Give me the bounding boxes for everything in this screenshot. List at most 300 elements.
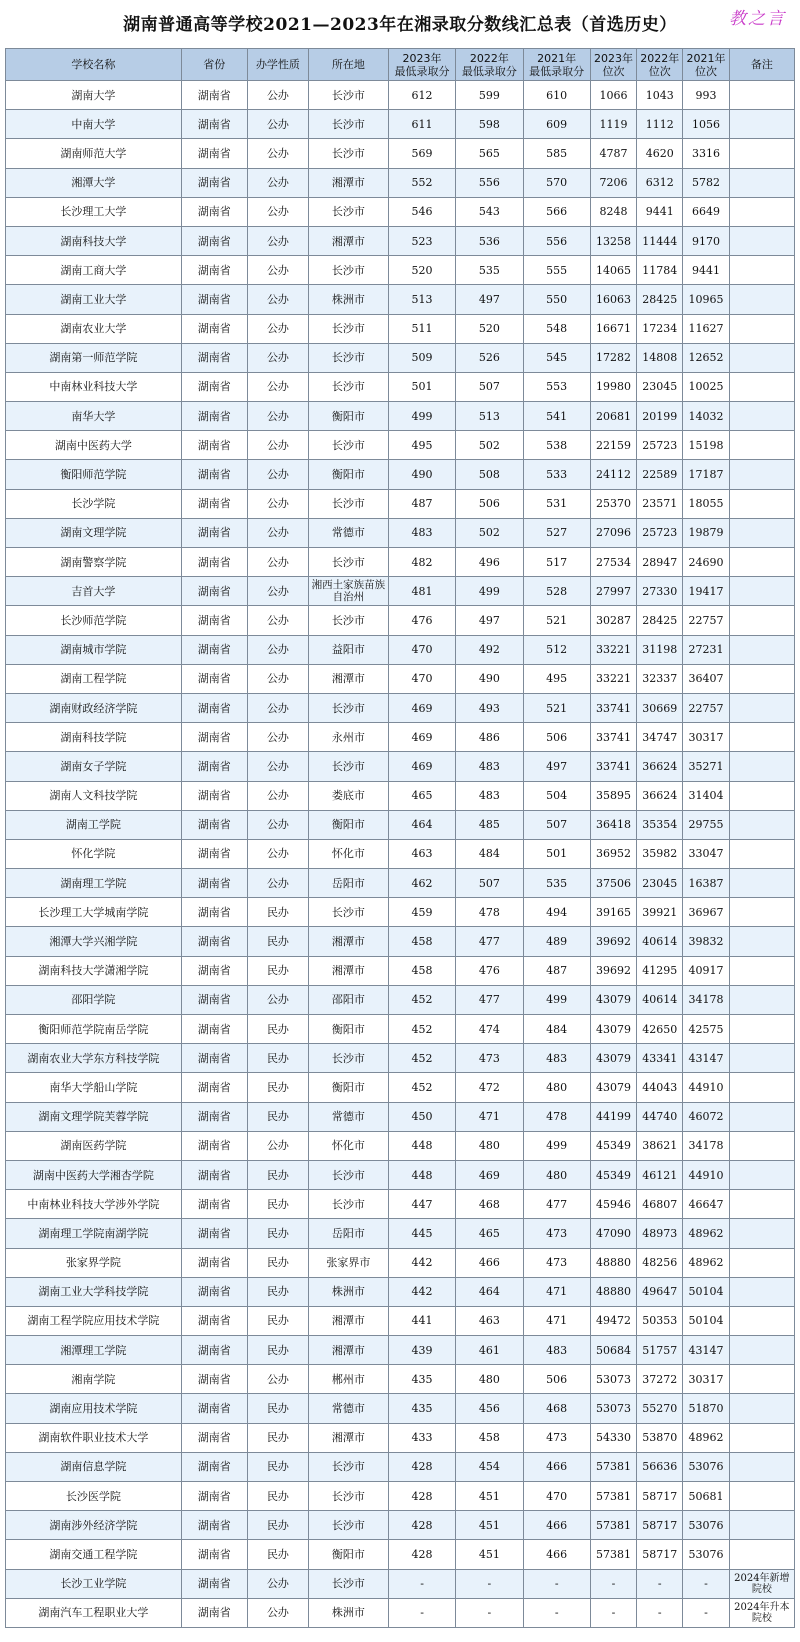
score-2023-cell: 439 (388, 1336, 455, 1365)
table-row (6, 1160, 795, 1189)
rank-2023-cell: 39692 (590, 927, 636, 956)
ownership-cell: 公办 (247, 285, 308, 314)
school-name-cell: 长沙理工大学 (6, 197, 182, 226)
location-cell: 长沙市 (308, 1452, 388, 1481)
rank-2023-cell: 43079 (590, 1015, 636, 1044)
province-cell: 湖南省 (181, 927, 247, 956)
location-cell: 株洲市 (308, 285, 388, 314)
remarks-cell (729, 343, 794, 372)
table-row (6, 693, 795, 722)
score-2022-cell: 465 (456, 1219, 523, 1248)
school-name-cell: 湖南农业大学 (6, 314, 182, 343)
ownership-cell: 公办 (247, 752, 308, 781)
province-cell: 湖南省 (181, 1598, 247, 1627)
location-cell: 长沙市 (308, 343, 388, 372)
location-cell: 湘潭市 (308, 1336, 388, 1365)
remarks-cell (729, 1482, 794, 1511)
rank-2022-cell: 46807 (637, 1190, 683, 1219)
score-2023-cell: 462 (388, 869, 455, 898)
score-2021-cell: 555 (523, 256, 590, 285)
table-row (6, 927, 795, 956)
ownership-cell: 民办 (247, 956, 308, 985)
score-2021-cell: 521 (523, 693, 590, 722)
rank-2023-cell: 33221 (590, 664, 636, 693)
rank-2022-cell: 11784 (637, 256, 683, 285)
remarks-cell (729, 927, 794, 956)
location-cell: 湘潭市 (308, 226, 388, 255)
rank-2022-cell: 11444 (637, 226, 683, 255)
score-2023-cell: 452 (388, 1073, 455, 1102)
school-name-cell: 湖南工程学院 (6, 664, 182, 693)
table-row (6, 168, 795, 197)
ownership-cell: 民办 (247, 1306, 308, 1335)
score-2021-cell: 535 (523, 869, 590, 898)
school-name-cell: 湘南学院 (6, 1365, 182, 1394)
rank-2021-cell: 53076 (683, 1452, 729, 1481)
score-2023-cell: 458 (388, 956, 455, 985)
school-name-cell: 湖南科技学院 (6, 723, 182, 752)
table-row (6, 781, 795, 810)
table-row (6, 226, 795, 255)
score-2023-cell: 464 (388, 810, 455, 839)
rank-2021-cell: 19879 (683, 518, 729, 547)
ownership-cell: 民办 (247, 1190, 308, 1219)
rank-2021-cell: 11627 (683, 314, 729, 343)
rank-2022-cell: 56636 (637, 1452, 683, 1481)
score-2023-cell: 483 (388, 518, 455, 547)
rank-2021-cell: 53076 (683, 1511, 729, 1540)
rank-2023-cell: 45349 (590, 1160, 636, 1189)
rank-2022-cell: 6312 (637, 168, 683, 197)
score-2021-cell: 471 (523, 1277, 590, 1306)
ownership-cell: 公办 (247, 139, 308, 168)
score-2021-cell: 501 (523, 839, 590, 868)
rank-2022-cell: 22589 (637, 460, 683, 489)
score-2023-cell: 445 (388, 1219, 455, 1248)
school-name-cell: 湖南科技大学潇湘学院 (6, 956, 182, 985)
ownership-cell: 公办 (247, 839, 308, 868)
score-2021-cell: 466 (523, 1511, 590, 1540)
rank-2023-cell: 57381 (590, 1540, 636, 1569)
table-row (6, 1277, 795, 1306)
table-row (6, 518, 795, 547)
column-header: 学校名称 (6, 49, 182, 81)
rank-2023-cell: 57381 (590, 1511, 636, 1540)
rank-2021-cell: 22757 (683, 606, 729, 635)
rank-2023-cell: - (590, 1598, 636, 1627)
rank-2022-cell: 44043 (637, 1073, 683, 1102)
school-name-cell: 湖南交通工程学院 (6, 1540, 182, 1569)
score-2021-cell: 527 (523, 518, 590, 547)
province-cell: 湖南省 (181, 839, 247, 868)
table-row (6, 839, 795, 868)
province-cell: 湖南省 (181, 635, 247, 664)
location-cell: 岳阳市 (308, 869, 388, 898)
location-cell: 长沙市 (308, 1190, 388, 1219)
rank-2023-cell: 37506 (590, 869, 636, 898)
score-2023-cell: 428 (388, 1452, 455, 1481)
province-cell: 湖南省 (181, 956, 247, 985)
ownership-cell: 公办 (247, 606, 308, 635)
location-cell: 湘潭市 (308, 1306, 388, 1335)
rank-2021-cell: 27231 (683, 635, 729, 664)
score-2022-cell: 471 (456, 1102, 523, 1131)
rank-2023-cell: - (590, 1569, 636, 1598)
rank-2022-cell: 35982 (637, 839, 683, 868)
column-header: 2023年 位次 (590, 49, 636, 81)
rank-2021-cell: 35271 (683, 752, 729, 781)
remarks-cell (729, 723, 794, 752)
score-2021-cell: 471 (523, 1306, 590, 1335)
remarks-cell (729, 1131, 794, 1160)
province-cell: 湖南省 (181, 577, 247, 606)
rank-2022-cell: 42650 (637, 1015, 683, 1044)
school-name-cell: 衡阳师范学院南岳学院 (6, 1015, 182, 1044)
rank-2023-cell: 39692 (590, 956, 636, 985)
ownership-cell: 公办 (247, 431, 308, 460)
rank-2021-cell: - (683, 1569, 729, 1598)
rank-2023-cell: 36952 (590, 839, 636, 868)
table-row (6, 1569, 795, 1598)
score-2022-cell: 490 (456, 664, 523, 693)
score-2021-cell: 570 (523, 168, 590, 197)
school-name-cell: 邵阳学院 (6, 985, 182, 1014)
rank-2023-cell: 27096 (590, 518, 636, 547)
location-cell: 长沙市 (308, 431, 388, 460)
rank-2023-cell: 47090 (590, 1219, 636, 1248)
rank-2021-cell: 34178 (683, 1131, 729, 1160)
score-2023-cell: 447 (388, 1190, 455, 1219)
province-cell: 湖南省 (181, 664, 247, 693)
province-cell: 湖南省 (181, 1277, 247, 1306)
rank-2022-cell: 28425 (637, 285, 683, 314)
school-name-cell: 湖南理工学院 (6, 869, 182, 898)
table-row (6, 1452, 795, 1481)
location-cell: 株洲市 (308, 1598, 388, 1627)
location-cell: 长沙市 (308, 139, 388, 168)
province-cell: 湖南省 (181, 1482, 247, 1511)
score-2023-cell: 428 (388, 1511, 455, 1540)
score-2023-cell: 458 (388, 927, 455, 956)
province-cell: 湖南省 (181, 1160, 247, 1189)
school-name-cell: 长沙师范学院 (6, 606, 182, 635)
score-2023-cell: 442 (388, 1248, 455, 1277)
location-cell: 衡阳市 (308, 1540, 388, 1569)
remarks-cell (729, 577, 794, 606)
score-2023-cell: 452 (388, 1044, 455, 1073)
rank-2023-cell: 45946 (590, 1190, 636, 1219)
rank-2022-cell: 51757 (637, 1336, 683, 1365)
score-2021-cell: 533 (523, 460, 590, 489)
rank-2023-cell: 33741 (590, 723, 636, 752)
rank-2021-cell: 30317 (683, 1365, 729, 1394)
score-2023-cell: 448 (388, 1131, 455, 1160)
remarks-cell (729, 1306, 794, 1335)
rank-2021-cell: 29755 (683, 810, 729, 839)
score-2022-cell: 497 (456, 606, 523, 635)
score-2023-cell: 482 (388, 548, 455, 577)
ownership-cell: 民办 (247, 1102, 308, 1131)
ownership-cell: 公办 (247, 1598, 308, 1627)
score-2023-cell: 612 (388, 81, 455, 110)
rank-2022-cell: 31198 (637, 635, 683, 664)
score-2021-cell: 517 (523, 548, 590, 577)
rank-2022-cell: - (637, 1569, 683, 1598)
remarks-cell (729, 985, 794, 1014)
score-2021-cell: 470 (523, 1482, 590, 1511)
school-name-cell: 湖南女子学院 (6, 752, 182, 781)
rank-2022-cell: 20199 (637, 402, 683, 431)
location-cell: 长沙市 (308, 752, 388, 781)
ownership-cell: 民办 (247, 1044, 308, 1073)
score-2021-cell: 507 (523, 810, 590, 839)
school-name-cell: 长沙医学院 (6, 1482, 182, 1511)
score-2023-cell: 428 (388, 1540, 455, 1569)
remarks-cell (729, 781, 794, 810)
ownership-cell: 民办 (247, 1277, 308, 1306)
score-2021-cell: 497 (523, 752, 590, 781)
province-cell: 湖南省 (181, 1190, 247, 1219)
score-2022-cell: 526 (456, 343, 523, 372)
location-cell: 郴州市 (308, 1365, 388, 1394)
score-2021-cell: 553 (523, 372, 590, 401)
column-header: 省份 (181, 49, 247, 81)
remarks-cell (729, 139, 794, 168)
rank-2022-cell: 34747 (637, 723, 683, 752)
score-2023-cell: 476 (388, 606, 455, 635)
table-row (6, 431, 795, 460)
rank-2023-cell: 50684 (590, 1336, 636, 1365)
table-row (6, 1336, 795, 1365)
score-2021-cell: 541 (523, 402, 590, 431)
ownership-cell: 公办 (247, 168, 308, 197)
rank-2023-cell: 14065 (590, 256, 636, 285)
table-row (6, 372, 795, 401)
rank-2021-cell: 34178 (683, 985, 729, 1014)
score-2022-cell: 458 (456, 1423, 523, 1452)
score-2022-cell: 472 (456, 1073, 523, 1102)
ownership-cell: 民办 (247, 1219, 308, 1248)
province-cell: 湖南省 (181, 898, 247, 927)
location-cell: 湘西土家族苗族自治州 (308, 577, 388, 606)
rank-2022-cell: 50353 (637, 1306, 683, 1335)
table-row (6, 402, 795, 431)
rank-2023-cell: 16671 (590, 314, 636, 343)
province-cell: 湖南省 (181, 1219, 247, 1248)
score-2022-cell: 480 (456, 1365, 523, 1394)
rank-2021-cell: 993 (683, 81, 729, 110)
rank-2023-cell: 36418 (590, 810, 636, 839)
ownership-cell: 公办 (247, 985, 308, 1014)
ownership-cell: 民办 (247, 898, 308, 927)
remarks-cell: 2024年新增院校 (729, 1569, 794, 1598)
score-2022-cell: 486 (456, 723, 523, 752)
remarks-cell (729, 548, 794, 577)
table-row (6, 489, 795, 518)
score-2021-cell: 538 (523, 431, 590, 460)
remarks-cell (729, 226, 794, 255)
score-2021-cell: 480 (523, 1073, 590, 1102)
school-name-cell: 湖南文理学院芙蓉学院 (6, 1102, 182, 1131)
score-2021-cell: 473 (523, 1248, 590, 1277)
remarks-cell (729, 168, 794, 197)
province-cell: 湖南省 (181, 1073, 247, 1102)
table-header-row (6, 49, 795, 81)
ownership-cell: 公办 (247, 489, 308, 518)
score-2021-cell: 585 (523, 139, 590, 168)
ownership-cell: 公办 (247, 781, 308, 810)
rank-2023-cell: 16063 (590, 285, 636, 314)
remarks-cell (729, 869, 794, 898)
school-name-cell: 湖南软件职业技术大学 (6, 1423, 182, 1452)
rank-2022-cell: 23045 (637, 372, 683, 401)
location-cell: 长沙市 (308, 1482, 388, 1511)
remarks-cell (729, 956, 794, 985)
school-name-cell: 湖南工业大学科技学院 (6, 1277, 182, 1306)
school-name-cell: 湖南师范大学 (6, 139, 182, 168)
location-cell: 长沙市 (308, 110, 388, 139)
score-2022-cell: 599 (456, 81, 523, 110)
rank-2023-cell: 19980 (590, 372, 636, 401)
score-2022-cell: 565 (456, 139, 523, 168)
score-2022-cell: 513 (456, 402, 523, 431)
remarks-cell (729, 1102, 794, 1131)
rank-2023-cell: 33741 (590, 693, 636, 722)
ownership-cell: 民办 (247, 1540, 308, 1569)
score-2021-cell: 566 (523, 197, 590, 226)
school-name-cell: 湖南工程学院应用技术学院 (6, 1306, 182, 1335)
score-2021-cell: 531 (523, 489, 590, 518)
rank-2021-cell: 50104 (683, 1306, 729, 1335)
score-2022-cell: 463 (456, 1306, 523, 1335)
rank-2023-cell: 54330 (590, 1423, 636, 1452)
score-2023-cell: 511 (388, 314, 455, 343)
score-2022-cell: 477 (456, 927, 523, 956)
page-title: 湖南普通高等学校2021—2023年在湘录取分数线汇总表（首选历史） (123, 15, 677, 35)
table-row (6, 548, 795, 577)
ownership-cell: 公办 (247, 518, 308, 547)
rank-2022-cell: 39921 (637, 898, 683, 927)
rank-2022-cell: 28947 (637, 548, 683, 577)
score-2023-cell: 469 (388, 723, 455, 752)
province-cell: 湖南省 (181, 489, 247, 518)
rank-2022-cell: 30669 (637, 693, 683, 722)
column-header: 2022年 位次 (637, 49, 683, 81)
school-name-cell: 湖南工学院 (6, 810, 182, 839)
score-2023-cell: 569 (388, 139, 455, 168)
rank-2023-cell: 43079 (590, 1073, 636, 1102)
score-2023-cell: 495 (388, 431, 455, 460)
school-name-cell: 湖南工业大学 (6, 285, 182, 314)
table-row (6, 869, 795, 898)
rank-2021-cell: 9170 (683, 226, 729, 255)
rank-2023-cell: 33741 (590, 752, 636, 781)
score-2021-cell: 468 (523, 1394, 590, 1423)
rank-2021-cell: 43147 (683, 1336, 729, 1365)
score-2023-cell: 463 (388, 839, 455, 868)
province-cell: 湖南省 (181, 518, 247, 547)
rank-2022-cell: 32337 (637, 664, 683, 693)
rank-2021-cell: 48962 (683, 1423, 729, 1452)
score-2023-cell: 428 (388, 1482, 455, 1511)
remarks-cell: 2024年升本院校 (729, 1598, 794, 1627)
score-2022-cell: 543 (456, 197, 523, 226)
location-cell: 衡阳市 (308, 1073, 388, 1102)
rank-2022-cell: - (637, 1598, 683, 1627)
location-cell: 湘潭市 (308, 664, 388, 693)
remarks-cell (729, 1511, 794, 1540)
rank-2021-cell: 16387 (683, 869, 729, 898)
table-row (6, 1394, 795, 1423)
school-name-cell: 湖南警察学院 (6, 548, 182, 577)
score-2022-cell: 507 (456, 372, 523, 401)
column-header: 办学性质 (247, 49, 308, 81)
rank-2022-cell: 1043 (637, 81, 683, 110)
location-cell: 湘潭市 (308, 1423, 388, 1452)
rank-2022-cell: 36624 (637, 781, 683, 810)
ownership-cell: 民办 (247, 1511, 308, 1540)
table-row (6, 1044, 795, 1073)
ownership-cell: 公办 (247, 402, 308, 431)
rank-2023-cell: 43079 (590, 1044, 636, 1073)
score-2021-cell: 494 (523, 898, 590, 927)
rank-2021-cell: 15198 (683, 431, 729, 460)
score-2022-cell: - (456, 1598, 523, 1627)
province-cell: 湖南省 (181, 1452, 247, 1481)
school-name-cell: 湖南城市学院 (6, 635, 182, 664)
table-row (6, 81, 795, 110)
location-cell: 常德市 (308, 1394, 388, 1423)
school-name-cell: 张家界学院 (6, 1248, 182, 1277)
ownership-cell: 公办 (247, 869, 308, 898)
location-cell: 怀化市 (308, 839, 388, 868)
column-header: 2021年 最低录取分 (523, 49, 590, 81)
score-2022-cell: 474 (456, 1015, 523, 1044)
score-2022-cell: 473 (456, 1044, 523, 1073)
rank-2021-cell: 17187 (683, 460, 729, 489)
table-row (6, 635, 795, 664)
table-row (6, 1073, 795, 1102)
province-cell: 湖南省 (181, 1044, 247, 1073)
rank-2023-cell: 44199 (590, 1102, 636, 1131)
ownership-cell: 民办 (247, 1394, 308, 1423)
remarks-cell (729, 1394, 794, 1423)
remarks-cell (729, 1190, 794, 1219)
score-2021-cell: 506 (523, 723, 590, 752)
table-body (6, 81, 795, 1628)
score-2022-cell: 508 (456, 460, 523, 489)
score-2023-cell: 481 (388, 577, 455, 606)
score-2022-cell: 478 (456, 898, 523, 927)
school-name-cell: 湖南农业大学东方科技学院 (6, 1044, 182, 1073)
ownership-cell: 民办 (247, 1423, 308, 1452)
rank-2022-cell: 17234 (637, 314, 683, 343)
rank-2023-cell: 57381 (590, 1482, 636, 1511)
province-cell: 湖南省 (181, 1248, 247, 1277)
rank-2023-cell: 30287 (590, 606, 636, 635)
province-cell: 湖南省 (181, 1336, 247, 1365)
table-row (6, 460, 795, 489)
rank-2022-cell: 48256 (637, 1248, 683, 1277)
location-cell: 张家界市 (308, 1248, 388, 1277)
rank-2023-cell: 13258 (590, 226, 636, 255)
rank-2022-cell: 23045 (637, 869, 683, 898)
score-2022-cell: 454 (456, 1452, 523, 1481)
rank-2022-cell: 27330 (637, 577, 683, 606)
score-2023-cell: 441 (388, 1306, 455, 1335)
province-cell: 湖南省 (181, 723, 247, 752)
table-row (6, 577, 795, 606)
